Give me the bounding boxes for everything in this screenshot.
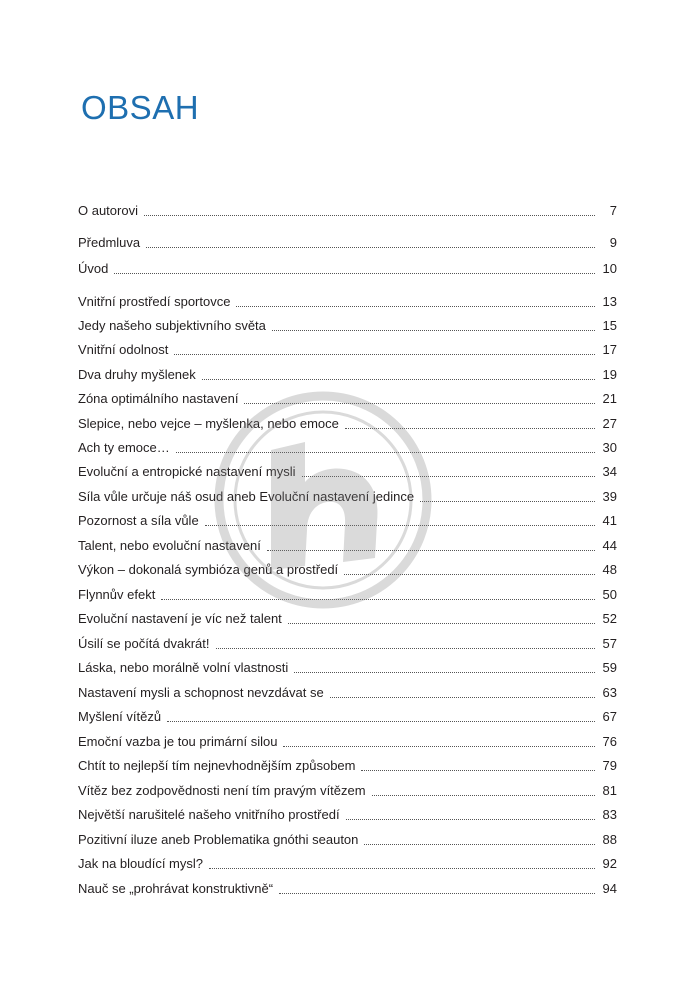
- toc-entry-label: Zóna optimálního nastavení: [78, 391, 239, 406]
- dot-leader: [364, 844, 594, 845]
- toc-entry-label: O autorovi: [78, 203, 138, 218]
- toc-entry-page: 67: [602, 709, 617, 724]
- toc-entry[interactable]: [78, 536, 617, 556]
- toc-entry-label: Myšlení vítězů: [78, 709, 162, 724]
- toc-entry-label: Nauč se „prohrávat konstruktivně“: [78, 881, 274, 896]
- toc-entry-page: 57: [602, 636, 617, 651]
- toc-entry-page: 92: [602, 856, 617, 871]
- toc-entry-label: Úvod: [78, 261, 109, 276]
- dot-leader: [244, 403, 594, 404]
- toc-entry-page: 44: [602, 538, 617, 553]
- toc-entry-label: Slepice, nebo vejce – myšlenka, nebo emoce: [78, 416, 339, 431]
- dot-leader: [267, 550, 595, 551]
- toc-entry[interactable]: [78, 805, 617, 825]
- toc-entry-page: 9: [609, 235, 617, 250]
- toc-entry[interactable]: [78, 781, 617, 801]
- toc-entry-label: Vítěz bez zodpovědnosti není tím pravým vítězem: [78, 783, 366, 798]
- dot-leader: [345, 428, 595, 429]
- dot-leader: [167, 721, 594, 722]
- toc-entry-label: Pozornost a síla vůle: [78, 513, 199, 528]
- toc-entry-label: Síla vůle určuje náš osud aneb Evoluční nastavení jedince: [78, 489, 415, 504]
- dot-leader: [330, 697, 595, 698]
- toc-entry[interactable]: [78, 292, 617, 312]
- toc-entry-page: 19: [602, 367, 617, 382]
- toc-entry-label: Láska, nebo morálně volní vlastnosti: [78, 660, 289, 675]
- toc-entry-label: Vnitřní prostředí sportovce: [78, 294, 231, 309]
- toc-entry-label: Pozitivní iluze aneb Problematika gnóthi seauton: [78, 832, 359, 847]
- dot-leader: [288, 623, 595, 624]
- dot-leader: [209, 868, 595, 869]
- toc-entry-label: Evoluční nastavení je víc než talent: [78, 611, 282, 626]
- toc-entry-page: 21: [602, 391, 617, 406]
- toc-entry-label: Výkon – dokonalá symbióza genů a prostředí: [78, 562, 339, 577]
- toc-entry[interactable]: [78, 585, 617, 605]
- dot-leader: [236, 306, 594, 307]
- dot-leader: [202, 379, 595, 380]
- dot-leader: [344, 574, 594, 575]
- toc-entry[interactable]: [78, 683, 617, 703]
- dot-leader: [216, 648, 595, 649]
- toc-entry[interactable]: [78, 830, 617, 850]
- toc-entry-page: 34: [602, 464, 617, 479]
- toc-entry[interactable]: [78, 756, 617, 776]
- dot-leader: [272, 330, 595, 331]
- toc-entry[interactable]: [78, 201, 617, 221]
- toc-entry-label: Evoluční a entropické nastavení mysli: [78, 464, 296, 479]
- toc-entry[interactable]: [78, 854, 617, 874]
- toc-entry-label: Dva druhy myšlenek: [78, 367, 196, 382]
- toc-entry-label: Předmluva: [78, 235, 141, 250]
- dot-leader: [302, 476, 595, 477]
- toc-entry-label: Nastavení mysli a schopnost nevzdávat se: [78, 685, 324, 700]
- toc-entry[interactable]: [78, 340, 617, 360]
- toc-entry-label: Největší narušitelé našeho vnitřního prostředí: [78, 807, 340, 822]
- toc-entry-page: 83: [602, 807, 617, 822]
- toc-entry-page: 41: [602, 513, 617, 528]
- toc-entry-page: 30: [602, 440, 617, 455]
- toc-entry-page: 39: [602, 489, 617, 504]
- toc-entry-label: Chtít to nejlepší tím nejnevhodnějším způsobem: [78, 758, 356, 773]
- toc-entry-label: Emoční vazba je tou primární silou: [78, 734, 278, 749]
- toc-entry-page: 88: [602, 832, 617, 847]
- toc-entry-page: 17: [602, 342, 617, 357]
- dot-leader: [144, 215, 595, 216]
- toc-entry-label: Flynnův efekt: [78, 587, 156, 602]
- toc-entry[interactable]: [78, 658, 617, 678]
- dot-leader: [279, 893, 594, 894]
- dot-leader: [161, 599, 594, 600]
- toc-entry-page: 13: [602, 294, 617, 309]
- toc-entry-page: 76: [602, 734, 617, 749]
- toc-entry-page: 79: [602, 758, 617, 773]
- toc-entry[interactable]: [78, 462, 617, 482]
- dot-leader: [361, 770, 594, 771]
- toc-entry[interactable]: [78, 707, 617, 727]
- toc-entry-page: 59: [602, 660, 617, 675]
- dot-leader: [176, 452, 595, 453]
- toc-entry[interactable]: [78, 316, 617, 336]
- dot-leader: [372, 795, 595, 796]
- toc-entry[interactable]: [78, 414, 617, 434]
- dot-leader: [146, 247, 595, 248]
- toc-entry-page: 63: [602, 685, 617, 700]
- toc-entry[interactable]: [78, 634, 617, 654]
- toc-entry-label: Úsilí se počítá dvakrát!: [78, 636, 210, 651]
- toc-entry-label: Ach ty emoce…: [78, 440, 170, 455]
- toc-entry-page: 27: [602, 416, 617, 431]
- toc-entry[interactable]: [78, 438, 617, 458]
- dot-leader: [283, 746, 594, 747]
- toc-entry-label: Vnitřní odolnost: [78, 342, 169, 357]
- toc-entry[interactable]: [78, 389, 617, 409]
- dot-leader: [114, 273, 594, 274]
- dot-leader: [420, 501, 594, 502]
- toc-entry-page: 50: [602, 587, 617, 602]
- toc-entry[interactable]: [78, 487, 617, 507]
- toc-entry-page: 10: [602, 261, 617, 276]
- toc-entry-page: 7: [609, 203, 617, 218]
- dot-leader: [346, 819, 595, 820]
- toc-entry-label: Jak na bloudící mysl?: [78, 856, 204, 871]
- toc-entry[interactable]: [78, 233, 617, 253]
- page-title: OBSAH: [81, 89, 200, 126]
- toc-entry-page: 81: [602, 783, 617, 798]
- toc-entry-label: Jedy našeho subjektivního světa: [78, 318, 266, 333]
- toc-entry[interactable]: [78, 365, 617, 385]
- toc-entry[interactable]: [78, 879, 617, 899]
- dot-leader: [205, 525, 595, 526]
- toc-entry[interactable]: [78, 560, 617, 580]
- toc-entry[interactable]: [78, 609, 617, 629]
- toc-entry[interactable]: [78, 511, 617, 531]
- dot-leader: [294, 672, 594, 673]
- toc-entry-page: 15: [602, 318, 617, 333]
- toc-entry[interactable]: [78, 259, 617, 279]
- dot-leader: [174, 354, 594, 355]
- toc-entry-page: 94: [602, 881, 617, 896]
- toc-entry-page: 52: [602, 611, 617, 626]
- toc-entry[interactable]: [78, 732, 617, 752]
- toc-entry-page: 48: [602, 562, 617, 577]
- toc-entry-label: Talent, nebo evoluční nastavení: [78, 538, 261, 553]
